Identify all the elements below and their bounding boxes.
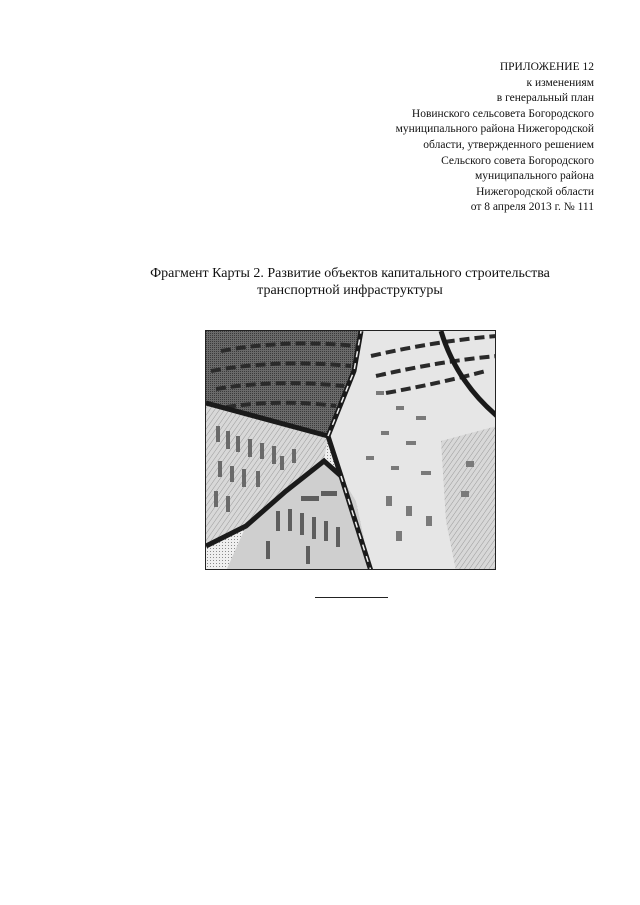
appendix-line: муниципального района	[475, 170, 594, 183]
map-fragment-image	[205, 330, 496, 570]
appendix-line: ПРИЛОЖЕНИЕ 12	[499, 61, 594, 73]
appendix-line: Сельского совета Богородского	[441, 154, 594, 167]
appendix-line: Нижегородской области	[476, 185, 594, 198]
appendix-block	[396, 60, 594, 216]
map-fragment-title	[100, 265, 600, 299]
appendix-line: от 8 апреля 2013 г. № 111	[470, 201, 594, 214]
appendix-line: в генеральный план	[496, 92, 594, 105]
appendix-line: Новинского сельсовета Богородского	[411, 107, 594, 120]
end-divider	[315, 597, 388, 598]
title-line-2: транспортной инфраструктуры	[257, 283, 443, 298]
appendix-line: области, утвержденного решением	[423, 138, 594, 151]
appendix-line: к изменениям	[526, 76, 594, 89]
map-svg	[206, 331, 496, 570]
appendix-line: муниципального района Нижегородской	[395, 123, 594, 136]
title-line-1: Фрагмент Карты 2. Развитие объектов капитального строительства	[150, 266, 550, 281]
